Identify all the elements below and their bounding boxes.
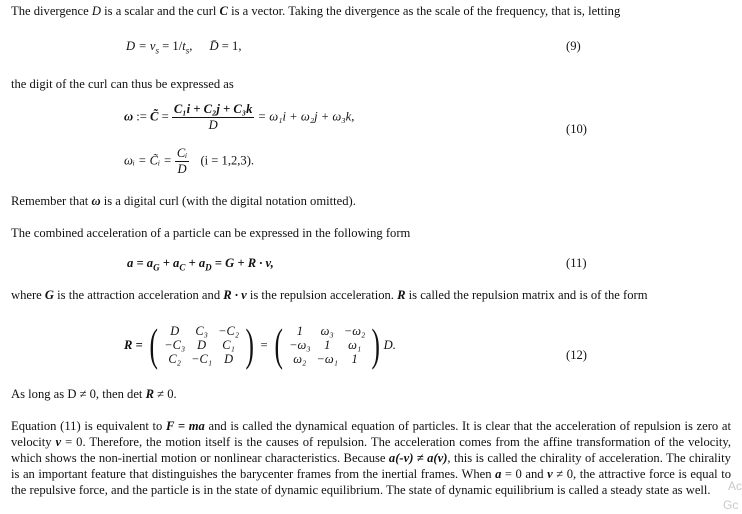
paren-right: ) [245, 319, 254, 370]
text: As long as D ≠ 0, then det [11, 387, 146, 401]
numerator: C₁i + C₂j + C₃k [173, 102, 253, 116]
symbol-a: a [495, 467, 502, 481]
paren-right: ) [371, 319, 381, 370]
equation-10-component [124, 146, 254, 177]
text: is a vector. Taking the divergence as the scale of the frequency, that is, letting [227, 4, 621, 18]
paren-left: ( [149, 319, 158, 370]
symbol-v: v [55, 435, 62, 449]
eq-text: + a [185, 256, 206, 270]
paragraph-3 [11, 193, 356, 209]
matrix-cell: C₂ [168, 352, 181, 366]
equation-10 [124, 102, 354, 133]
matrix-cell: 1 [324, 338, 331, 352]
matrix-cell: D [170, 324, 180, 338]
symbol-c: C [219, 4, 228, 18]
eq-text: ωᵢ = C̃ᵢ = [124, 153, 175, 168]
eq-text: D = [126, 39, 150, 53]
matrix-cell: 1 [296, 324, 303, 338]
eq-sub: s [185, 45, 190, 56]
matrix-cell: 1 [351, 352, 358, 366]
paragraph-6 [11, 386, 177, 402]
eq-text: a = a [127, 256, 154, 270]
eq-text: R = [124, 338, 146, 352]
text: Equation (11) is equivalent to [11, 419, 167, 433]
equation-number-10: (10) [566, 122, 587, 136]
paragraph-2: the digit of the curl can thus be expressed as [11, 77, 234, 91]
eq-text: D. [383, 338, 396, 352]
text: Remember that [11, 194, 92, 208]
text: is the attraction acceleration and [54, 288, 224, 302]
text: = 0. Therefore, the motion itself is the causes of repulsion. The acceleration comes from the affine transformation of the velocity, which shows the non-inertial motion or nonlinear characteristics. Because [11, 435, 731, 465]
matrix-1 [161, 324, 242, 366]
eq-text: ω [124, 109, 134, 124]
symbol-v: v [547, 467, 553, 481]
numerator: Cᵢ [176, 146, 188, 160]
text: where [11, 288, 45, 302]
symbol-d: D [91, 4, 101, 18]
text: is a scalar and the curl [101, 4, 220, 18]
eq-text: = G + R · v, [211, 256, 274, 270]
eq-text: D̄ [209, 39, 219, 53]
eq-text: = ω₁i + ω₂j + ω₃k, [254, 109, 355, 124]
text: is the repulsion acceleration. [246, 288, 398, 302]
watermark-fragment: Gc [723, 498, 739, 512]
equation-number-11: (11) [566, 256, 587, 270]
eq-text: = [158, 109, 172, 124]
equation-12 [124, 319, 396, 370]
eq-text: t [182, 39, 186, 53]
text: = 0 and [501, 467, 548, 481]
paren-left: ( [274, 319, 283, 370]
matrix-cell: D [197, 338, 207, 352]
fraction [172, 102, 255, 133]
equation-9 [126, 38, 242, 59]
eq-text: + a [159, 256, 180, 270]
symbol-r: R [145, 387, 154, 401]
eq-text: , [189, 39, 193, 53]
symbol-chirality: a(-v) ≠ a(v) [388, 451, 448, 465]
paragraph-5 [11, 287, 648, 303]
matrix-cell: C₁ [222, 338, 235, 352]
matrix-cell: −C₂ [218, 324, 240, 338]
matrix-cell: −ω₃ [289, 338, 311, 352]
matrix-cell: −C₃ [164, 338, 186, 352]
fraction [175, 146, 189, 177]
equation-number-12: (12) [566, 348, 587, 362]
matrix-cell: ω₂ [293, 352, 307, 366]
matrix-cell: −C₁ [191, 352, 213, 366]
text: ≠ 0. [154, 387, 177, 401]
text: is a digital curl (with the digital notation omitted). [100, 194, 356, 208]
eq-sub: C [179, 262, 186, 273]
equation-number-9: (9) [566, 39, 581, 53]
eq-text: = 1, [218, 39, 242, 53]
eq-sub: s [155, 45, 159, 56]
text: , this is called the chirality of acceleration. The chirality is an important feature that distinguishes the barycenter frames from the inertial frames. When [11, 451, 731, 481]
eq-text: := [133, 109, 151, 124]
watermark-fragment: Ac [728, 479, 742, 493]
text: and is called the dynamical equation of particles. It is clear that the acceleration of repulsion is zero at velocity [11, 419, 731, 449]
matrix-cell: C₃ [195, 324, 208, 338]
denominator: D [208, 118, 218, 132]
symbol-rv: R · v [223, 288, 247, 302]
matrix-cell: D [224, 352, 234, 366]
symbol-omega: ω [91, 194, 101, 208]
matrix-cell: ω₃ [320, 324, 334, 338]
paragraph-1 [11, 3, 620, 19]
matrix-2 [286, 324, 368, 366]
equation-11 [127, 255, 274, 276]
eq-text: v [149, 39, 156, 53]
denominator: D [177, 162, 187, 176]
eq-text: = 1/ [159, 39, 183, 53]
matrix-cell: −ω₁ [316, 352, 338, 366]
paragraph-4: The combined acceleration of a particle can be expressed in the following form [11, 226, 411, 240]
eq-sub: G [153, 262, 160, 273]
paragraph-7 [11, 418, 731, 498]
eq-sub: D [205, 262, 212, 273]
eq-text: (i = 1,2,3). [200, 153, 255, 168]
symbol-r: R [397, 288, 406, 302]
symbol-fma: F = ma [166, 419, 205, 433]
matrix-cell: −ω₂ [343, 324, 366, 338]
text: is called the repulsion matrix and is of the form [405, 288, 648, 302]
text: The divergence [11, 4, 92, 18]
eq-text: C̃ [150, 109, 159, 124]
text: ≠ 0, the attractive force is equal to the repulsive force, and the particle is in the state of dynamic equilibrium. The state of dynamic equilibrium is called a steady state as well. [11, 467, 731, 497]
eq-text: = [257, 338, 271, 352]
matrix-cell: ω₁ [348, 338, 362, 352]
symbol-g: G [44, 288, 55, 302]
